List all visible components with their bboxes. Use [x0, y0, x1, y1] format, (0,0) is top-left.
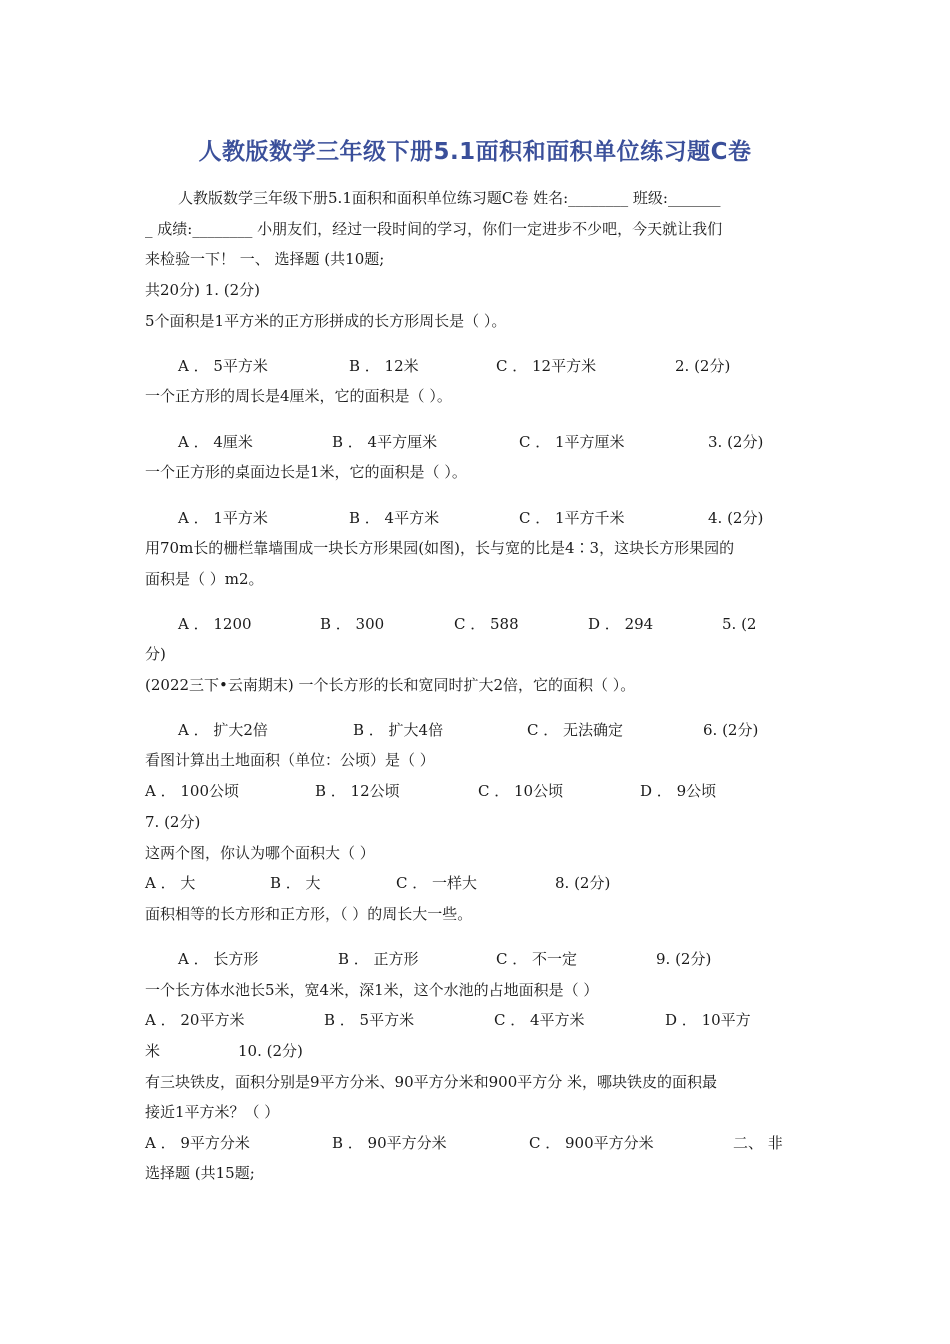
q5-option-c: C ． 无法确定: [527, 721, 624, 739]
q5-points: 分): [145, 645, 166, 663]
q4-stem-line-1: 用70m长的栅栏靠墙围成一块长方形果园(如图)，长与宽的比是4∶3，这块长方形果园的: [145, 539, 735, 557]
q3-option-a: A ． 1平方米: [178, 509, 268, 527]
q4-number: 4. (2分): [708, 509, 764, 527]
q8-option-a: A ． 长方形: [178, 950, 259, 968]
q1-stem: 5个面积是1平方米的正方形拼成的长方形周长是（ ）。: [145, 312, 507, 330]
q6-option-c: C ． 10公顷: [478, 782, 564, 800]
q10-option-a: A ． 9平方分米: [145, 1134, 250, 1152]
q7-option-c: C ． 一样大: [396, 874, 478, 892]
q10-stem-line-2: 接近1平方米？（ ）: [145, 1103, 280, 1121]
q8-stem: 面积相等的长方形和正方形，（ ）的周长大一些。: [145, 905, 473, 923]
q8-number: 8. (2分): [555, 874, 611, 892]
page-title: 人教版数学三年级下册5.1面积和面积单位练习题C卷: [198, 139, 752, 165]
q6-option-d: D ． 9公顷: [640, 782, 717, 800]
q2-option-b: B ． 4平方厘米: [332, 433, 438, 451]
q3-stem: 一个正方形的桌面边长是1米，它的面积是（ ）。: [145, 463, 467, 481]
q8-option-c: C ． 不一定: [496, 950, 578, 968]
q7-stem: 这两个图，你认为哪个面积大（ ）: [145, 844, 375, 862]
intro-line-3: 来检验一下！ 一、 选择题 (共10题;: [145, 250, 385, 268]
q2-option-a: A ． 4厘米: [178, 433, 253, 451]
q4-option-a: A ． 1200: [178, 615, 252, 633]
q9-option-d: D ． 10平方: [665, 1011, 751, 1029]
q5-number: 5. (2: [722, 615, 757, 633]
q9-option-c: C ． 4平方米: [494, 1011, 585, 1029]
q6-number: 6. (2分): [703, 721, 759, 739]
q6-option-b: B ． 12公顷: [315, 782, 400, 800]
q10-stem-line-1: 有三块铁皮，面积分别是9平方分米、90平方分米和900平方分 米，哪块铁皮的面积最: [145, 1073, 718, 1091]
q2-number: 2. (2分): [675, 357, 731, 375]
q1-option-b: B ． 12米: [349, 357, 419, 375]
q4-stem-line-2: 面积是（ ）m2。: [145, 570, 264, 588]
q10-option-c: C ． 900平方分米: [529, 1134, 654, 1152]
q9-number: 9. (2分): [656, 950, 712, 968]
q1-option-c: C ． 12平方米: [496, 357, 597, 375]
q2-stem: 一个正方形的周长是4厘米，它的面积是（ ）。: [145, 387, 452, 405]
q3-option-c: C ． 1平方千米: [519, 509, 625, 527]
q5-option-b: B ． 扩大4倍: [353, 721, 444, 739]
q4-option-b: B ． 300: [320, 615, 385, 633]
q4-option-d: D ． 294: [588, 615, 654, 633]
q7-number: 7. (2分): [145, 813, 201, 831]
q5-option-a: A ． 扩大2倍: [178, 721, 268, 739]
q10-number: 10. (2分): [238, 1042, 303, 1060]
q8-option-b: B ． 正方形: [338, 950, 419, 968]
q9-option-b: B ． 5平方米: [324, 1011, 415, 1029]
q6-option-a: A ． 100公顷: [145, 782, 239, 800]
intro-line-4: 共20分) 1. (2分): [145, 281, 261, 299]
q4-option-c: C ． 588: [454, 615, 519, 633]
q9-option-a: A ． 20平方米: [145, 1011, 245, 1029]
section-2-count: 选择题 (共15题;: [145, 1164, 255, 1182]
q3-number: 3. (2分): [708, 433, 764, 451]
section-2-heading: 二、 非: [733, 1134, 783, 1152]
q5-stem: (2022三下•云南期末) 一个长方形的长和宽同时扩大2倍，它的面积（ ）。: [145, 676, 636, 694]
q10-option-b: B ． 90平方分米: [332, 1134, 447, 1152]
q7-option-b: B ． 大: [270, 874, 321, 892]
q9-option-d-cont: 米: [145, 1042, 161, 1060]
q7-option-a: A ． 大: [145, 874, 196, 892]
q3-option-b: B ． 4平方米: [349, 509, 440, 527]
intro-line-1: 人教版数学三年级下册5.1面积和面积单位练习题C卷 姓名:________ 班级:_______: [178, 189, 721, 207]
q9-stem: 一个长方体水池长5米，宽4米，深1米，这个水池的占地面积是（ ）: [145, 981, 599, 999]
q6-stem: 看图计算出土地面积（单位：公顷）是（ ）: [145, 751, 435, 769]
intro-line-2: _ 成绩:________ 小朋友们，经过一段时间的学习，你们一定进步不少吧，今天就让我们: [145, 220, 723, 238]
q2-option-c: C ． 1平方厘米: [519, 433, 625, 451]
q1-option-a: A ． 5平方米: [178, 357, 268, 375]
